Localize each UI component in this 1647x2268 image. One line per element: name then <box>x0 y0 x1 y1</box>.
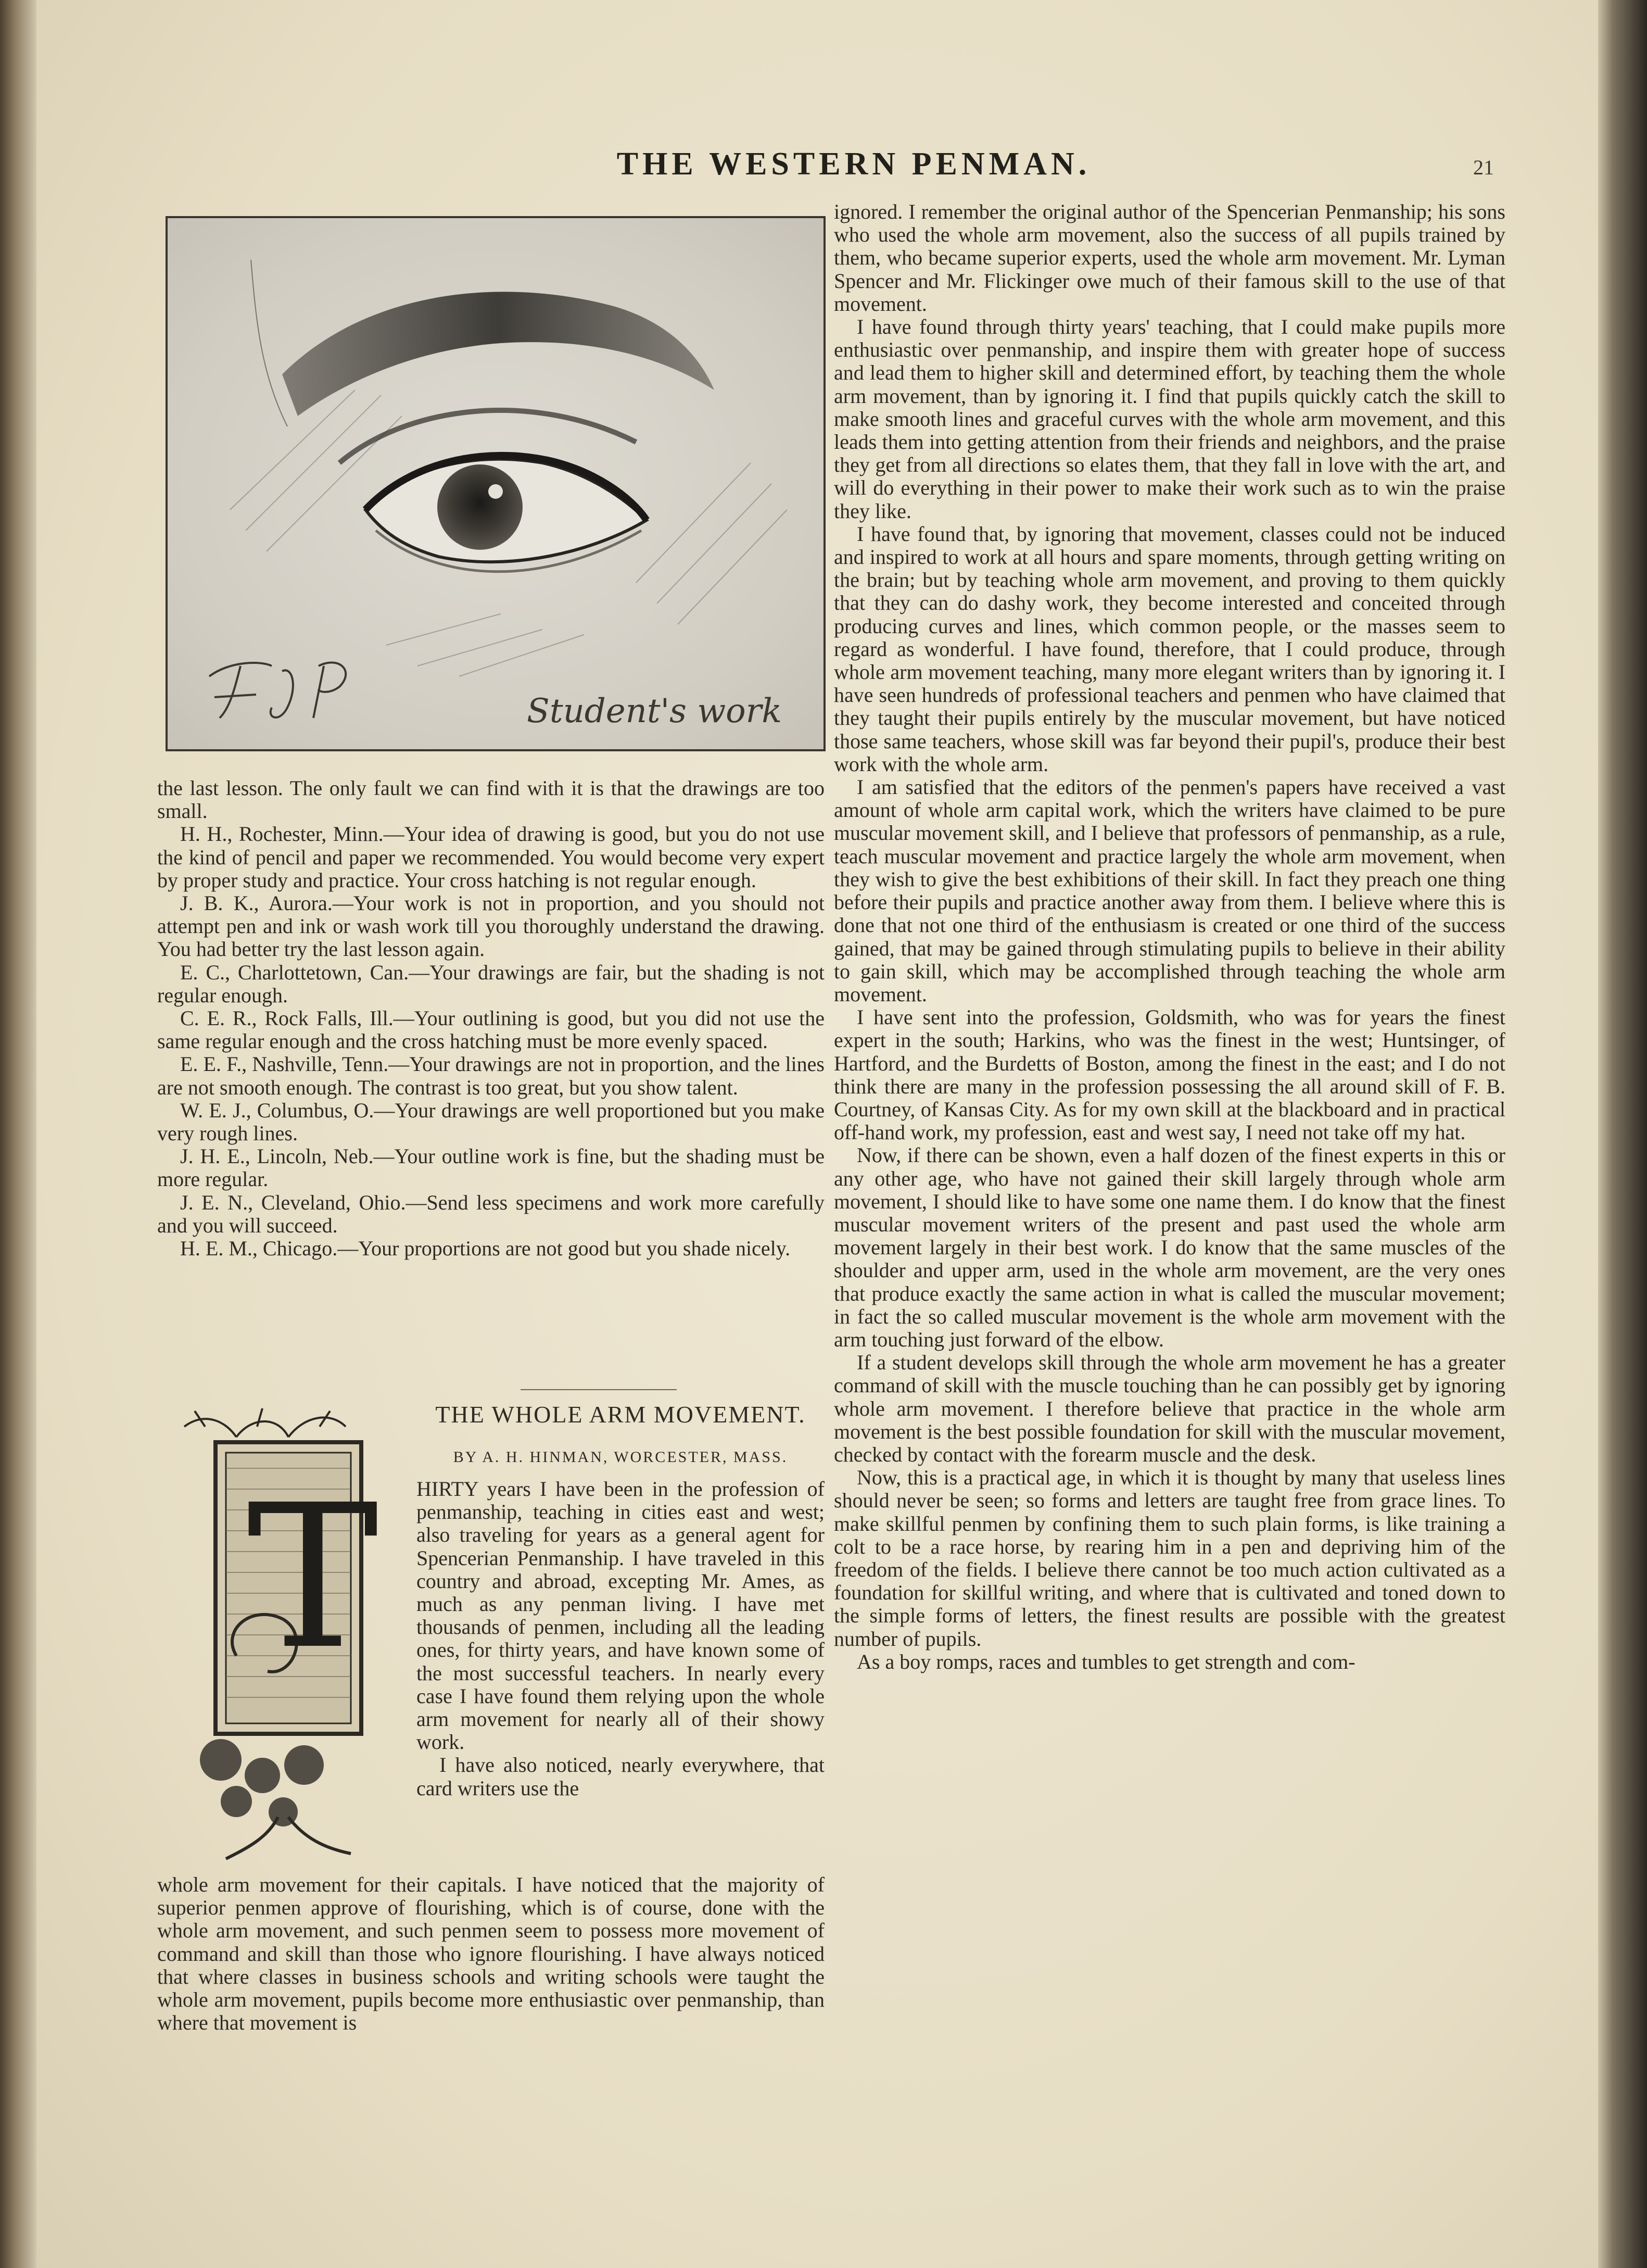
paragraph: J. H. E., Lincoln, Neb.—Your outline work is fine, but the shading must be more regular. <box>157 1144 825 1191</box>
paragraph: I have found through thirty years' teaching, that I could make pupils more enthusiastic over penmanship, and inspire them with greater hope of success and lead them to higher skill and determined effort, by teaching them the whole arm movement, than by ignoring it. I find that pupils quickly catch the skill to make smooth lines and graceful curves with the whole arm movement, and this leads them into getting attention from their friends and neighbors, and the praise they get from all directions so elates them, that they fall in love with the art, and will do everything in their power to make their work such as to win the praise they like. <box>834 315 1505 523</box>
article-right-column <box>834 200 1505 1673</box>
article-byline: BY A. H. HINMAN, WORCESTER, MASS. <box>453 1448 788 1466</box>
paragraph: H. H., Rochester, Minn.—Your idea of drawing is good, but you do not use the kind of pencil and paper we recommended. You would become very expert by proper study and practice. Your cross hatching is not regular enough. <box>157 822 825 892</box>
floral-top <box>184 1408 346 1437</box>
article-title: THE WHOLE ARM MOVEMENT. <box>435 1401 806 1428</box>
paragraph: I am satisfied that the editors of the penmen's papers have received a vast amount of whole arm capital work, which the writers have claimed to be pure muscular movement skill, and I believe that professors of penmanship, as a rule, teach muscular movement and practice largely the whole arm movement, when they wish to give the best exhibitions of their skill. In fact they preach one thing before their pupils and practice another away from them. I believe where this is done that not one third of the enthusiasm is created or one third of the success gained, that may be gained through stimulating pupils to believe in their ability to gain skill, which may be accomplished through teaching the whole arm movement. <box>834 775 1505 1006</box>
page-number: 21 <box>1473 156 1494 179</box>
section-divider <box>521 1389 677 1390</box>
sketch-line <box>251 260 287 426</box>
book-binding <box>0 0 36 2268</box>
paragraph: HIRTY years I have been in the profession of penmanship, teaching in cities east and west; also traveling for years as a general agent for Spencerian Penmanship. I have traveled in this country and abroad, excepting Mr. Ames, as much as any penman living. I have met thousands of penmen, including all the leading ones, for thirty years, and have known some of the most successful teachers. In nearly every case I have found them relying upon the whole arm movement for nearly all of their showy work. <box>416 1477 825 1754</box>
paragraph: I have also noticed, nearly everywhere, that card writers use the <box>416 1753 825 1800</box>
paragraph: I have sent into the profession, Goldsmith, who was for years the finest expert in the south; Harkins, who was the finest in the west; Huntsinger, of Hartford, and the Burdetts of Boston, among the finest in the east; and I do not think there are many in the profession possessing the all around skill of F. B. Courtney, of Kansas City. As for my own skill at the blackboard and in practical off-hand work, my profession, east and west say, I need not take off my hat. <box>834 1005 1505 1144</box>
correspondence-column <box>157 777 825 1260</box>
monogram-signature <box>209 663 346 718</box>
paragraph: H. E. M., Chicago.—Your proportions are not good but you shade nicely. <box>180 1237 791 1261</box>
paragraph: E. E. F., Nashville, Tenn.—Your drawings are not in proportion, and the lines are not smooth enough. The contrast is too great, but you show talent. <box>157 1052 825 1099</box>
iris <box>437 464 523 550</box>
figure-monogram <box>199 718 200 719</box>
paragraph: the last lesson. The only fault we can find with it is that the drawings are too small. <box>157 776 825 823</box>
paragraph: As a boy romps, races and tumbles to get strength and com- <box>857 1649 1355 1673</box>
paragraph: W. E. J., Columbus, O.—Your drawings are well proportioned but you make very rough lines. <box>157 1098 825 1145</box>
paragraph: J. E. N., Cleveland, Ohio.—Send less specimens and work more carefully and you will succeed. <box>157 1190 825 1237</box>
paragraph: ignored. I remember the original author of the Spencerian Penmanship; his sons who used the whole arm movement, also the success of all pupils trained by them, who became superior experts, used the whole arm movement. Mr. Lyman Spencer and Mr. Flickinger owe much of their famous skill to the use of that movement. <box>834 200 1505 316</box>
page-edge <box>1598 0 1647 2268</box>
paragraph: Now, if there can be shown, even a half dozen of the finest experts in this or any other age, who have not gained their skill largely through whole arm movement, I should like to have some one name them. I do know that the finest muscular movement writers of the present and past used the whole arm movement largely in their best work. I do know that the same muscles of the shoulder and upper arm, used in the whole arm movement, are the very ones that produce exactly the same action in what is called the muscular movement; in fact the so called muscular movement is the whole arm movement with the arm touching just forward of the elbow. <box>834 1143 1505 1351</box>
paragraph: I have found that, by ignoring that movement, classes could not be induced and inspired to work at all hours and spare moments, through getting writing on the brain; but by teaching whole arm movement, and proving to them quickly that they can do dashy work, they become interested and conceited through producing curves and lines, which common people, or the masses seem to regard as wonderful. I have found, therefore, that I could produce, through whole arm movement teaching, many more elegant writers than by ignoring it. I have seen hundreds of professional teachers and penmen who have claimed that they taught their pupils entirely by the muscular movement, but have noticed those same teachers, whose skill was far beyond their pupil's, produce their best work with the whole arm. <box>834 522 1505 776</box>
paragraph: C. E. R., Rock Falls, Ill.—Your outlining is good, but you did not use the same regular enough and the cross hatching must be more evenly spaced. <box>157 1006 825 1053</box>
running-header: THE WESTERN PENMAN. <box>616 146 1091 182</box>
paragraph: If a student develops skill through the whole arm movement he has a greater command of skill with the muscle touching than he can possibly get by ignoring whole arm movement. I therefore believe that practice in the whole arm movement is the best possible foundation for skill with the muscular movement, checked by contact with the forearm muscle and the desk. <box>834 1351 1505 1466</box>
ornamental-initial <box>174 1406 403 1864</box>
eye-sketch <box>168 218 823 749</box>
eye-drawing-figure <box>166 216 826 751</box>
paragraph: whole arm movement for their capitals. I have noticed that the majority of superior penmen approve of flourishing, which is of course, done with the whole arm movement, and such penmen seem to possess more movement of command and skill than those who ignore flourishing. I have always noticed that where classes in business schools and writing schools were taught the whole arm movement, pupils become more enthusiastic over penmanship, than where that movement is <box>157 1873 825 2035</box>
paragraph: E. C., Charlottetown, Can.—Your drawings are fair, but the shading is not regular enough. <box>157 960 825 1007</box>
pupil-highlight <box>488 484 503 499</box>
paragraph: J. B. K., Aurora.—Your work is not in proportion, and you should not attempt pen and ink or wash work till you thoroughly understand the drawing. You had better try the last lesson again. <box>157 891 825 961</box>
drop-cap-letter: T <box>247 1462 379 1693</box>
floral-bottom <box>200 1739 324 1826</box>
paragraph: Now, this is a practical age, in which it is thought by many that useless lines should never be seen; so forms and letters are taught free from grace lines. To make skillful penmen by confining them to such plain forms, is like training a colt to be a race horse, by rearing him in a pen and depriving him of the freedom of the fields. I believe there cannot be too much action cultivated as a foundation for skillful writing, and where that is cultivated and toned down to the simple forms of letters, the finest results are possible with the greatest number of pupils. <box>834 1466 1505 1650</box>
article-lower-left <box>157 1873 825 2034</box>
figure-caption: Student's work <box>527 692 782 730</box>
article-intro-column <box>416 1478 825 1800</box>
